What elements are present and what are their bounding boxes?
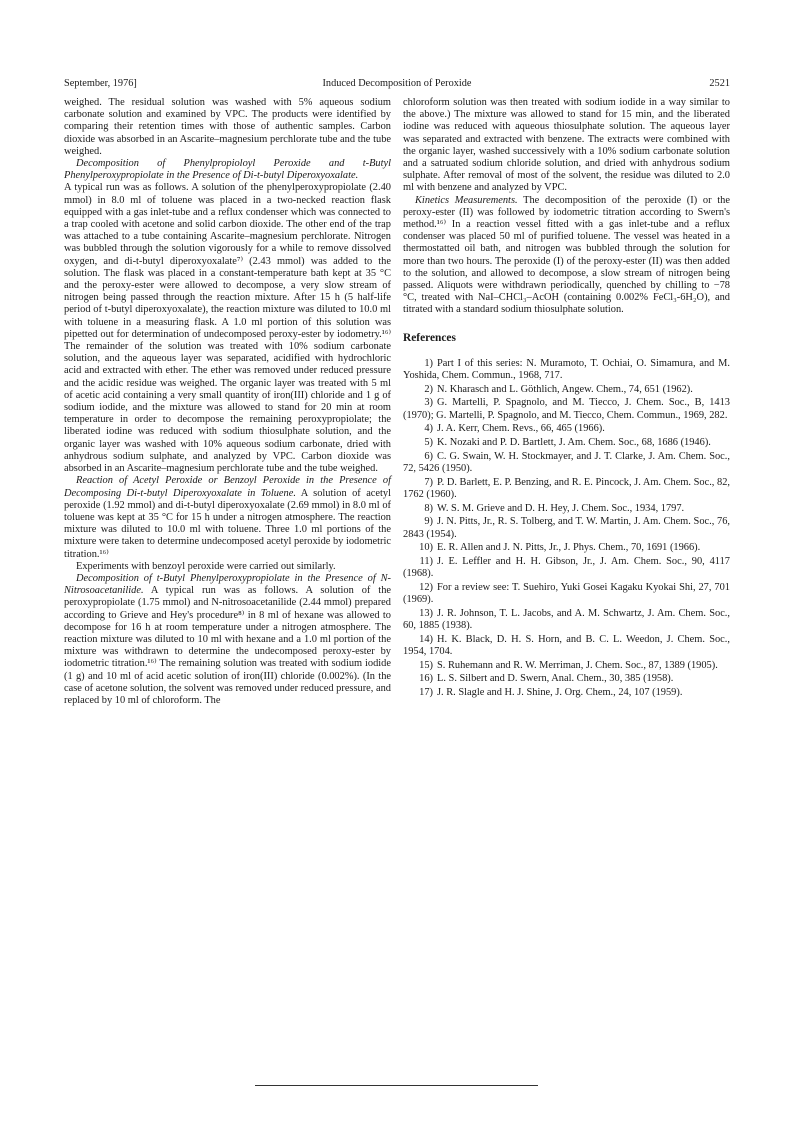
subsection-paragraph bbox=[64, 475, 391, 560]
reference-item bbox=[403, 397, 730, 421]
subsection-heading: Reaction of Acetyl Peroxide or Benzoyl Peroxide in the Presence of Decomposing Di-t-butyl Diperoxyoxalate in Toluene. bbox=[64, 475, 391, 499]
reference-item bbox=[403, 503, 730, 515]
reference-text: G. Martelli, P. Spagnolo, and M. Tiecco, J. Chem. Soc., B, 1413 (1970); G. Martelli, P. Spagnolo, and M. Tiecco, Chem. Commun., 1969, 282. bbox=[403, 397, 730, 421]
reference-number: 9) bbox=[424, 516, 433, 528]
paragraph: Experiments with benzoyl peroxide were carried out similarly. bbox=[76, 560, 336, 572]
journal-date: September, 1976] bbox=[64, 78, 137, 89]
reference-number: 10) bbox=[419, 542, 433, 554]
running-title: Induced Decomposition of Peroxide bbox=[322, 78, 472, 89]
reference-item bbox=[403, 358, 730, 382]
reference-text: N. Kharasch and L. Göthlich, Angew. Chem., 74, 651 (1962). bbox=[437, 383, 693, 395]
paragraph: weighed. The residual solution was washed with 5% aqueous sodium carbonate solution and examined by VPC. The products were identified by comparing their retention times with those of authentic samples. Carbon dioxide was absorbed in an Ascarite–magnesium perchlorate tube and the tube weighed. bbox=[64, 97, 391, 157]
reference-text: Part I of this series: N. Muramoto, T. Ochiai, O. Simamura, and M. Yoshida, Chem. Commun., 1968, 717. bbox=[403, 357, 730, 382]
subsection-heading: Decomposition of Phenylpropioloyl Peroxide and t-Butyl Phenylperoxypropiolate in the Presence of Di-t-butyl Diperoxyoxalate. bbox=[64, 158, 391, 182]
reference-item bbox=[403, 673, 730, 685]
reference-text: W. S. M. Grieve and D. H. Hey, J. Chem. Soc., 1934, 1797. bbox=[437, 502, 685, 514]
reference-number: 1) bbox=[424, 357, 433, 369]
reference-text: J. E. Leffler and H. H. Gibson, Jr., J. Am. Chem. Soc., 90, 4117 (1968). bbox=[403, 555, 730, 580]
reference-text: J. R. Slagle and H. J. Shine, J. Org. Chem., 24, 107 (1959). bbox=[437, 686, 683, 698]
reference-number: 14) bbox=[419, 633, 433, 645]
reference-list bbox=[403, 358, 730, 699]
reference-number: 11) bbox=[419, 555, 433, 567]
reference-item bbox=[403, 437, 730, 449]
subsection-paragraph bbox=[64, 158, 391, 182]
reference-number: 5) bbox=[424, 437, 433, 449]
reference-number: 12) bbox=[419, 581, 433, 593]
reference-item bbox=[403, 634, 730, 658]
reference-text: C. G. Swain, W. H. Stockmayer, and J. T. Clarke, J. Am. Chem. Soc., 72, 5426 (1950). bbox=[403, 450, 730, 474]
subsection-paragraph bbox=[403, 195, 730, 317]
left-column bbox=[64, 97, 391, 707]
reference-item bbox=[403, 660, 730, 672]
reference-item bbox=[403, 384, 730, 396]
reference-item bbox=[403, 687, 730, 699]
reference-text: H. K. Black, D. H. S. Horn, and B. C. L. Weedon, J. Chem. Soc., 1954, 1704. bbox=[403, 633, 730, 657]
reference-number: 7) bbox=[424, 476, 433, 488]
reference-item bbox=[403, 556, 730, 580]
reference-item bbox=[403, 582, 730, 606]
page-header bbox=[64, 77, 730, 91]
paragraph-text: A solution of acetyl peroxide (1.92 mmol) and di-t-butyl diperoxyoxalate (2.69 mmol) in 8.0 ml of toluene was kept at 35 °C for 15 h under a nitrogen atmosphere. The reaction mixture was diluted to 10.0 ml with toluene. Three 1.0 ml portions of the mixture were taken to determine undecomposed acetyl peroxide by iodometric titration.¹⁶⁾ bbox=[64, 487, 391, 560]
right-column bbox=[403, 97, 730, 701]
paragraph-text: The decomposition of the peroxide (I) or the peroxy-ester (II) was followed by iodometric titration according to Swern's method.¹⁶⁾ In a reaction vessel fitted with a gas inlet-tube and a reflux condenser was placed 50 ml of purified toluene. The vessel was heated in a thermostatted oil bath, and nitrogen was bubbled through the solution for more than two hours. The peroxide (I) of the peroxy-ester (II) was then added to the solution, and allowed to decompose, a slow stream of nitrogen being passed. Aliquots were withdrawn periodically, quenched by chilling to −78 °C, treated with NaI–CHCl₃–AcOH (containing 0.002% FeCl₃-6H₂O), and titrated with a standard sodium thiosulphate solution. bbox=[403, 194, 730, 316]
reference-number: 3) bbox=[424, 397, 433, 409]
reference-item bbox=[403, 423, 730, 435]
subsection-heading: Kinetics Measurements. bbox=[415, 194, 518, 206]
reference-item bbox=[403, 451, 730, 475]
paragraph: chloroform solution was then treated with sodium iodide in a way similar to the above.) The mixture was allowed to stand for 15 min, and the liberated iodine was reduced with aqueous thiosulphate solution. The aqueous layer was separated and extracted with benzene. The extracts were combined with the organic layer, washed successively with a 10% sodium carbonate solution and a satruated sodium chloride solution, and dried with anhydrous sodium sulphate. After removal of most of the solvent, the residue was diluted to 2.0 ml with benzene and analyzed by VPC. bbox=[403, 97, 730, 194]
reference-number: 15) bbox=[419, 659, 433, 671]
reference-item bbox=[403, 477, 730, 501]
subsection-paragraph bbox=[64, 573, 391, 707]
reference-text: J. R. Johnson, T. L. Jacobs, and A. M. Schwartz, J. Am. Chem. Soc., 60, 1885 (1938). bbox=[403, 607, 730, 631]
reference-text: K. Nozaki and P. D. Bartlett, J. Am. Chem. Soc., 68, 1686 (1946). bbox=[437, 437, 711, 449]
footer-rule bbox=[255, 1085, 538, 1086]
reference-number: 13) bbox=[419, 607, 433, 619]
paragraph: A typical run was as follows. A solution of the phenylperoxypropiolate (2.40 mmol) in 8.0 ml of toluene was placed in a two-necked reaction flask equipped with a gas inlet-tube and a reflux condenser which was connected to a trap cooled with acetone and solid carbon dioxide. The other end of the trap was attached to a tube containing Ascarite–magnesium perchlorate. Nitrogen was bubbled through the solution vigorously for a while to remove dissolved oxygen, and di-t-butyl diperoxyoxalate⁷⁾ (2.43 mmol) was added to the solution. The flask was placed in a constant-temperature bath kept at 35 °C and the peroxy-ester were allowed to decompose, a very slow stream of nitrogen being passed through the reaction mixture. After 15 h (5 half-life period of t-butyl diperoxyoxalate), the reaction mixture was diluted to 10.0 ml with toluene in a measuring flask. A 1.0 ml portion of this solution was pipetted out for determination of undecomposed peroxy-ester by iodometry.¹⁶⁾ The remainder of the solution was treated with 10% sodium carbonate solution, and the aqueous layer was separated, acidified with hydrochloric acid and extracted with ether. The ether was removed under reduced pressure and the acidic residue was weighed. The organic layer was treated with 5 ml of acetic acid containing a very small quantity of iron(III) chloride and 1 g of sodium iodide, and the mixture was allowed to stand for 20 min at room temperature in order to decompose the remaining peroxypropiolate; the liberated iodine was reduced with sodium thiosulphate solution, and the organic layer was washed with 10% aqueous sodium carbonate, dried with anhydrous sodium sulphate, and analyzed by VPC. Carbon dioxide was absorbed in an Ascarite–magnesium perchlorate tube and the tube weighed. bbox=[64, 182, 391, 475]
reference-number: 4) bbox=[424, 423, 433, 435]
subsection-heading: Decomposition of t-Butyl Phenylperoxypropiolate in the Presence of N-Nitrosoacetanilide. bbox=[64, 572, 391, 597]
reference-item bbox=[403, 542, 730, 554]
reference-number: 16) bbox=[419, 673, 433, 685]
reference-text: For a review see: T. Suehiro, Yuki Gosei Kagaku Kyokai Shi, 27, 701 (1969). bbox=[403, 581, 730, 606]
reference-text: L. S. Silbert and D. Swern, Anal. Chem., 30, 385 (1958). bbox=[437, 673, 674, 685]
reference-text: P. D. Barlett, E. P. Benzing, and R. E. Pincock, J. Am. Chem. Soc., 82, 1762 (1960). bbox=[403, 476, 730, 500]
reference-number: 6) bbox=[424, 450, 433, 462]
reference-text: E. R. Allen and J. N. Pitts, Jr., J. Phys. Chem., 70, 1691 (1966). bbox=[437, 542, 701, 554]
reference-number: 8) bbox=[424, 502, 433, 514]
reference-text: S. Ruhemann and R. W. Merriman, J. Chem. Soc., 87, 1389 (1905). bbox=[437, 659, 718, 671]
reference-number: 2) bbox=[424, 383, 433, 395]
reference-number: 17) bbox=[419, 686, 433, 698]
paragraph-text: A typical run was as follows. A solution of the peroxypropiolate (1.75 mmol) and N-nitrosoacetanilide (2.44 mmol) prepared according to Grieve and Hey's procedure⁸⁾ in 8 ml of hexane was allowed to decompose for 16 h at room temperature under a nitrogen atmosphere. The reaction mixture was diluted to 10 ml with hexane and a 1.0 ml portion of the mixture was withdrawn to determine the undecomposed peroxy-ester by iodometric titration.¹⁶⁾ The remaining solution was treated with sodium iodide (1 g) and 10 ml of acid acetic solution of iron(III) chloride (0.002%). (In the case of acetone solution, the solvent was removed under reduced pressure, and replaced by 10 ml of chloroform. The bbox=[64, 585, 391, 706]
references-heading: References bbox=[403, 331, 456, 344]
reference-text: J. N. Pitts, Jr., R. S. Tolberg, and T. W. Martin, J. Am. Chem. Soc., 76, 2843 (1954). bbox=[403, 516, 730, 540]
reference-item bbox=[403, 516, 730, 540]
page-number: 2521 bbox=[709, 78, 730, 89]
reference-text: J. A. Kerr, Chem. Revs., 66, 465 (1966). bbox=[437, 423, 605, 435]
reference-item bbox=[403, 608, 730, 632]
